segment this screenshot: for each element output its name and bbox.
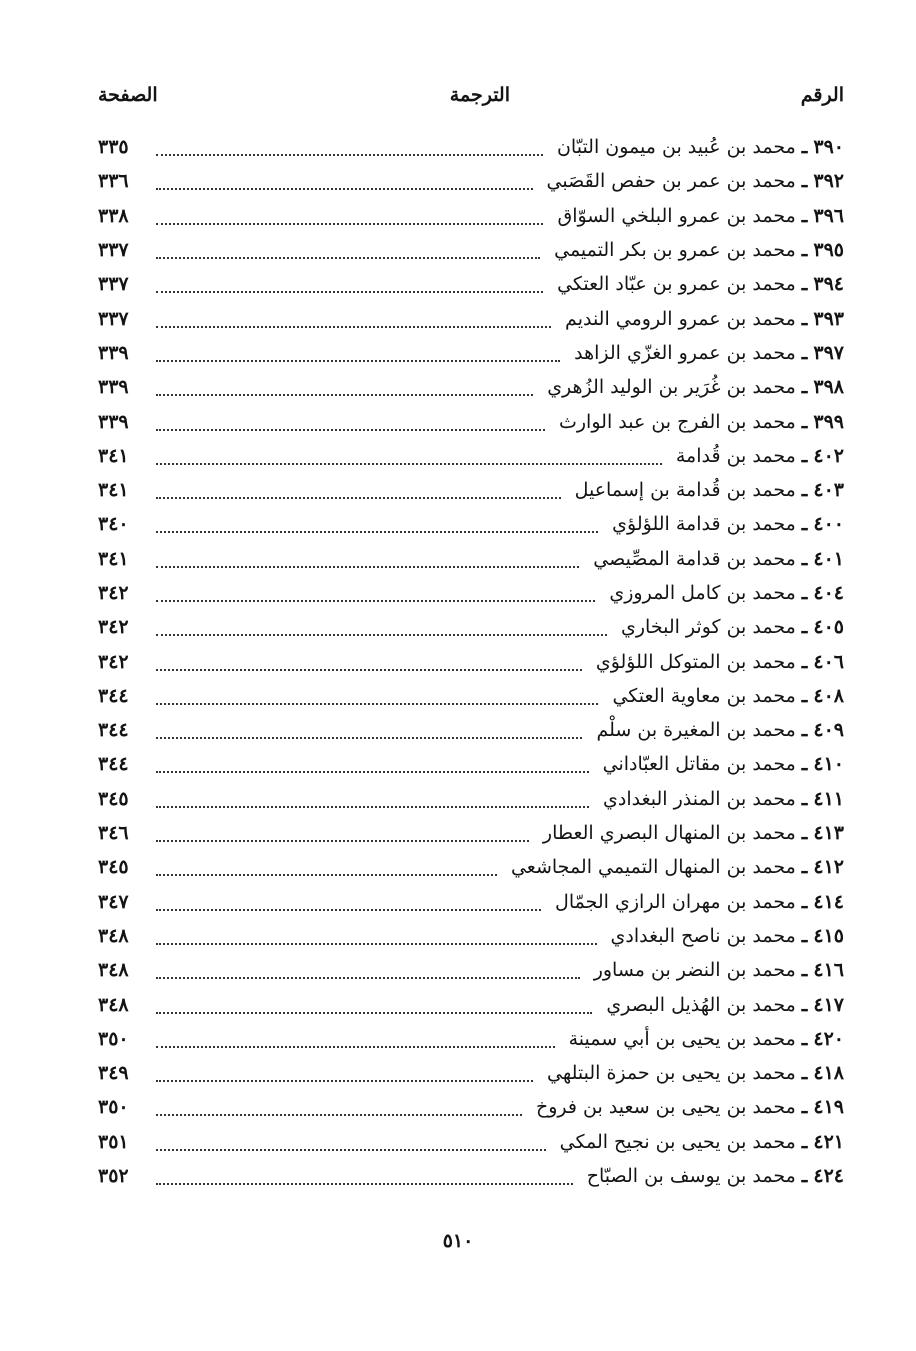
index-entry bbox=[98, 1056, 844, 1090]
leader-dots bbox=[156, 257, 540, 259]
index-entry bbox=[98, 679, 844, 713]
entry-page: ٣٤٨ bbox=[98, 924, 129, 947]
entry-dash: ـ bbox=[801, 1096, 808, 1119]
entry-name: محمد بن غُرَير بن الوليد الزُهري bbox=[547, 376, 796, 399]
header-page-label: الصفحة bbox=[98, 84, 158, 106]
leader-dots bbox=[156, 806, 589, 808]
entry-name: محمد بن كامل المروزي bbox=[609, 582, 796, 604]
index-entry bbox=[98, 644, 844, 678]
entry-name: محمد بن عمرو بن بكر التميمي bbox=[554, 239, 796, 262]
entry-number: ٤١١ bbox=[813, 787, 844, 810]
index-entry bbox=[98, 1090, 844, 1124]
entry-page: ٣٣٥ bbox=[98, 136, 129, 159]
leader-dots bbox=[156, 188, 533, 190]
entry-name: محمد بن الهُذيل البصري bbox=[606, 993, 796, 1016]
entry-dash: ـ bbox=[801, 136, 808, 159]
entry-name: محمد بن مهران الرازي الجمّال bbox=[555, 890, 796, 913]
entry-page: ٣٥٢ bbox=[98, 1165, 129, 1188]
index-entry bbox=[98, 130, 844, 164]
entry-dash: ـ bbox=[801, 1165, 808, 1188]
entry-number: ٤١٩ bbox=[813, 1096, 844, 1119]
index-header bbox=[98, 84, 844, 120]
entry-page: ٣٣٩ bbox=[98, 376, 129, 399]
index-entry bbox=[98, 1159, 844, 1193]
entry-dash: ـ bbox=[801, 307, 808, 330]
entry-number: ٣٩٩ bbox=[813, 410, 844, 433]
entry-name: محمد بن الفرج بن عبد الوارث bbox=[559, 410, 796, 433]
entry-dash: ـ bbox=[801, 239, 808, 262]
leader-dots bbox=[156, 360, 560, 362]
entry-page: ٣٣٩ bbox=[98, 410, 129, 433]
entry-dash: ـ bbox=[801, 650, 808, 673]
entry-page: ٣٣٧ bbox=[98, 307, 129, 330]
entry-page: ٣٤١ bbox=[98, 479, 129, 502]
entry-number: ٤١٠ bbox=[813, 753, 844, 776]
index-entry bbox=[98, 919, 844, 953]
entry-number: ٤١٥ bbox=[813, 924, 844, 947]
entry-page: ٣٤٠ bbox=[98, 513, 129, 536]
entry-dash: ـ bbox=[801, 273, 808, 296]
entry-dash: ـ bbox=[801, 479, 808, 502]
entry-number: ٣٩٤ bbox=[813, 273, 844, 296]
index-entry bbox=[98, 1125, 844, 1159]
index-entry bbox=[98, 507, 844, 541]
index-entry bbox=[98, 301, 844, 335]
entry-dash: ـ bbox=[801, 1062, 808, 1085]
entry-name: محمد بن معاوية العتكي bbox=[612, 684, 796, 707]
entry-number: ٣٩٦ bbox=[813, 204, 844, 227]
entry-number: ٤١٤ bbox=[813, 890, 844, 913]
index-entry bbox=[98, 233, 844, 267]
entry-number: ٣٩٧ bbox=[813, 341, 844, 364]
leader-dots bbox=[156, 737, 582, 739]
leader-dots bbox=[156, 600, 595, 602]
leader-dots bbox=[156, 394, 533, 396]
entry-name: محمد بن قُدامة بن إسماعيل bbox=[574, 479, 796, 502]
entry-page: ٣٤٥ bbox=[98, 856, 129, 879]
entry-number: ٤٠٩ bbox=[813, 719, 844, 742]
entry-page: ٣٥٠ bbox=[98, 1027, 129, 1050]
entry-number: ٤١٦ bbox=[813, 959, 844, 982]
entry-page: ٣٤٩ bbox=[98, 1062, 129, 1085]
entry-dash: ـ bbox=[801, 753, 808, 776]
index-entry bbox=[98, 850, 844, 884]
entry-dash: ـ bbox=[801, 924, 808, 947]
entry-page: ٣٤٢ bbox=[98, 582, 129, 604]
index-entry bbox=[98, 953, 844, 987]
header-title-label: الترجمة bbox=[449, 84, 510, 106]
entry-page: ٣٣٧ bbox=[98, 273, 129, 296]
index-entry bbox=[98, 576, 844, 610]
leader-dots bbox=[156, 1114, 522, 1116]
entry-page: ٣٤٨ bbox=[98, 959, 129, 982]
entry-page: ٣٤٨ bbox=[98, 993, 129, 1016]
entry-page: ٣٤٤ bbox=[98, 719, 129, 742]
index-entry bbox=[98, 199, 844, 233]
leader-dots bbox=[156, 463, 662, 465]
entry-name: محمد بن مقاتل العبّاداني bbox=[602, 753, 796, 776]
entry-name: محمد بن المنهال البصري العطار bbox=[542, 822, 796, 845]
entry-name: محمد بن قدامة المصِّيصي bbox=[593, 547, 796, 570]
entry-number: ٤٠٢ bbox=[813, 444, 844, 467]
leader-dots bbox=[156, 943, 597, 945]
entry-name: محمد بن ناصح البغدادي bbox=[610, 924, 796, 947]
index-entry bbox=[98, 164, 844, 198]
leader-dots bbox=[156, 566, 579, 568]
entry-number: ٣٩٠ bbox=[813, 136, 844, 159]
index-entry bbox=[98, 336, 844, 370]
entry-page: ٣٤٤ bbox=[98, 753, 129, 776]
entry-dash: ـ bbox=[801, 856, 808, 879]
entry-name: محمد بن قُدامة bbox=[675, 444, 796, 467]
leader-dots bbox=[156, 669, 582, 671]
entry-name: محمد بن المنهال التميمي المجاشعي bbox=[510, 856, 796, 879]
entry-dash: ـ bbox=[801, 684, 808, 707]
entry-number: ٣٩٣ bbox=[813, 307, 844, 330]
index-entry bbox=[98, 610, 844, 644]
index-entry bbox=[98, 782, 844, 816]
entry-name: محمد بن يحيى بن نجيح المكي bbox=[559, 1130, 796, 1153]
index-entry bbox=[98, 404, 844, 438]
entry-page: ٣٣٦ bbox=[98, 170, 129, 193]
leader-dots bbox=[156, 291, 543, 293]
entry-name: محمد بن قدامة اللؤلؤي bbox=[612, 513, 796, 536]
index-entry bbox=[98, 713, 844, 747]
leader-dots bbox=[156, 429, 545, 431]
entry-page: ٣٤٢ bbox=[98, 650, 129, 673]
header-number-label: الرقم bbox=[800, 84, 844, 106]
entry-number: ٤٠١ bbox=[813, 547, 844, 570]
entry-dash: ـ bbox=[801, 787, 808, 810]
entry-number: ٤١٨ bbox=[813, 1062, 844, 1085]
index-entry bbox=[98, 542, 844, 576]
entry-page: ٣٤٢ bbox=[98, 616, 129, 639]
entry-dash: ـ bbox=[801, 513, 808, 536]
entry-number: ٣٩٢ bbox=[813, 170, 844, 193]
entry-name: محمد بن عُبيد بن ميمون التبّان bbox=[556, 136, 796, 159]
entry-number: ٤٠٣ bbox=[813, 479, 844, 502]
leader-dots bbox=[156, 1080, 533, 1082]
entry-dash: ـ bbox=[801, 376, 808, 399]
leader-dots bbox=[156, 874, 497, 876]
index-entry bbox=[98, 816, 844, 850]
entry-name: محمد بن يحيى بن أبي سمينة bbox=[568, 1027, 796, 1050]
entry-dash: ـ bbox=[801, 616, 808, 639]
entry-number: ٤٠٤ bbox=[813, 582, 844, 604]
index-entry bbox=[98, 1022, 844, 1056]
entry-name: محمد بن عمرو البلخي السوّاق bbox=[557, 204, 796, 227]
entry-dash: ـ bbox=[801, 170, 808, 193]
entry-dash: ـ bbox=[801, 410, 808, 433]
entry-dash: ـ bbox=[801, 444, 808, 467]
entry-name: محمد بن يحيى بن سعيد بن فروخ bbox=[535, 1096, 796, 1119]
entry-number: ٤١٧ bbox=[813, 993, 844, 1016]
entry-number: ٤١٣ bbox=[813, 822, 844, 845]
entry-name: محمد بن يوسف بن الصبّاح bbox=[586, 1165, 796, 1188]
leader-dots bbox=[156, 326, 551, 328]
leader-dots bbox=[156, 1046, 555, 1048]
entry-dash: ـ bbox=[801, 1027, 808, 1050]
index-entry bbox=[98, 747, 844, 781]
entry-name: محمد بن كوثر البخاري bbox=[620, 616, 796, 639]
entry-page: ٣٤١ bbox=[98, 547, 129, 570]
entry-number: ٤٢١ bbox=[813, 1130, 844, 1153]
entry-page: ٣٥١ bbox=[98, 1130, 129, 1153]
entry-page: ٣٤٤ bbox=[98, 684, 129, 707]
entry-number: ٤٢٤ bbox=[813, 1165, 844, 1188]
leader-dots bbox=[156, 1183, 573, 1185]
leader-dots bbox=[156, 771, 589, 773]
entry-page: ٣٣٩ bbox=[98, 341, 129, 364]
entry-name: محمد بن عمرو بن عبّاد العتكي bbox=[557, 273, 796, 296]
index-entry bbox=[98, 885, 844, 919]
entry-name: محمد بن عمرو الغزّي الزاهد bbox=[574, 341, 796, 364]
index-entry bbox=[98, 439, 844, 473]
entry-page: ٣٣٨ bbox=[98, 204, 129, 227]
entry-number: ٣٩٥ bbox=[813, 239, 844, 262]
entry-name: محمد بن النضر بن مساور bbox=[593, 959, 796, 982]
leader-dots bbox=[156, 1149, 546, 1151]
entry-page: ٣٣٧ bbox=[98, 239, 129, 262]
entry-page: ٣٥٠ bbox=[98, 1096, 129, 1119]
entry-dash: ـ bbox=[801, 959, 808, 982]
entry-page: ٣٤٥ bbox=[98, 787, 129, 810]
leader-dots bbox=[156, 840, 529, 842]
entry-dash: ـ bbox=[801, 341, 808, 364]
entry-dash: ـ bbox=[801, 890, 808, 913]
entry-page: ٣٤٧ bbox=[98, 890, 129, 913]
entry-page: ٣٤١ bbox=[98, 444, 129, 467]
entry-number: ٤١٢ bbox=[813, 856, 844, 879]
entry-number: ٤٠٦ bbox=[813, 650, 844, 673]
leader-dots bbox=[156, 909, 541, 911]
entry-dash: ـ bbox=[801, 993, 808, 1016]
entry-dash: ـ bbox=[801, 719, 808, 742]
leader-dots bbox=[156, 634, 607, 636]
leader-dots bbox=[156, 497, 561, 499]
entry-page: ٣٤٦ bbox=[98, 822, 129, 845]
entry-dash: ـ bbox=[801, 204, 808, 227]
entry-number: ٤٠٥ bbox=[813, 616, 844, 639]
entry-name: محمد بن المنذر البغدادي bbox=[603, 787, 796, 810]
entry-number: ٤٠٠ bbox=[813, 513, 844, 536]
leader-dots bbox=[156, 223, 543, 225]
leader-dots bbox=[156, 531, 598, 533]
entry-dash: ـ bbox=[801, 547, 808, 570]
entry-number: ٤٢٠ bbox=[813, 1027, 844, 1050]
entry-number: ٣٩٨ bbox=[813, 376, 844, 399]
entry-name: محمد بن يحيى بن حمزة البتلهي bbox=[546, 1062, 796, 1085]
entry-name: محمد بن المغيرة بن سلْم bbox=[596, 719, 796, 742]
entry-name: محمد بن عمر بن حفص القَصَبي bbox=[546, 170, 796, 193]
entry-number: ٤٠٨ bbox=[813, 684, 844, 707]
entry-dash: ـ bbox=[801, 1130, 808, 1153]
entry-dash: ـ bbox=[801, 822, 808, 845]
page-number: ٥١٠ bbox=[442, 1230, 474, 1252]
index-entry bbox=[98, 370, 844, 404]
entry-name: محمد بن عمرو الرومي النديم bbox=[565, 307, 796, 330]
entry-name: محمد بن المتوكل اللؤلؤي bbox=[595, 650, 796, 673]
index-entry bbox=[98, 267, 844, 301]
index-entry bbox=[98, 473, 844, 507]
leader-dots bbox=[156, 154, 543, 156]
leader-dots bbox=[156, 977, 580, 979]
leader-dots bbox=[156, 703, 598, 705]
leader-dots bbox=[156, 1012, 592, 1014]
entry-dash: ـ bbox=[801, 582, 808, 604]
index-entry bbox=[98, 987, 844, 1021]
index-list bbox=[98, 130, 844, 1193]
